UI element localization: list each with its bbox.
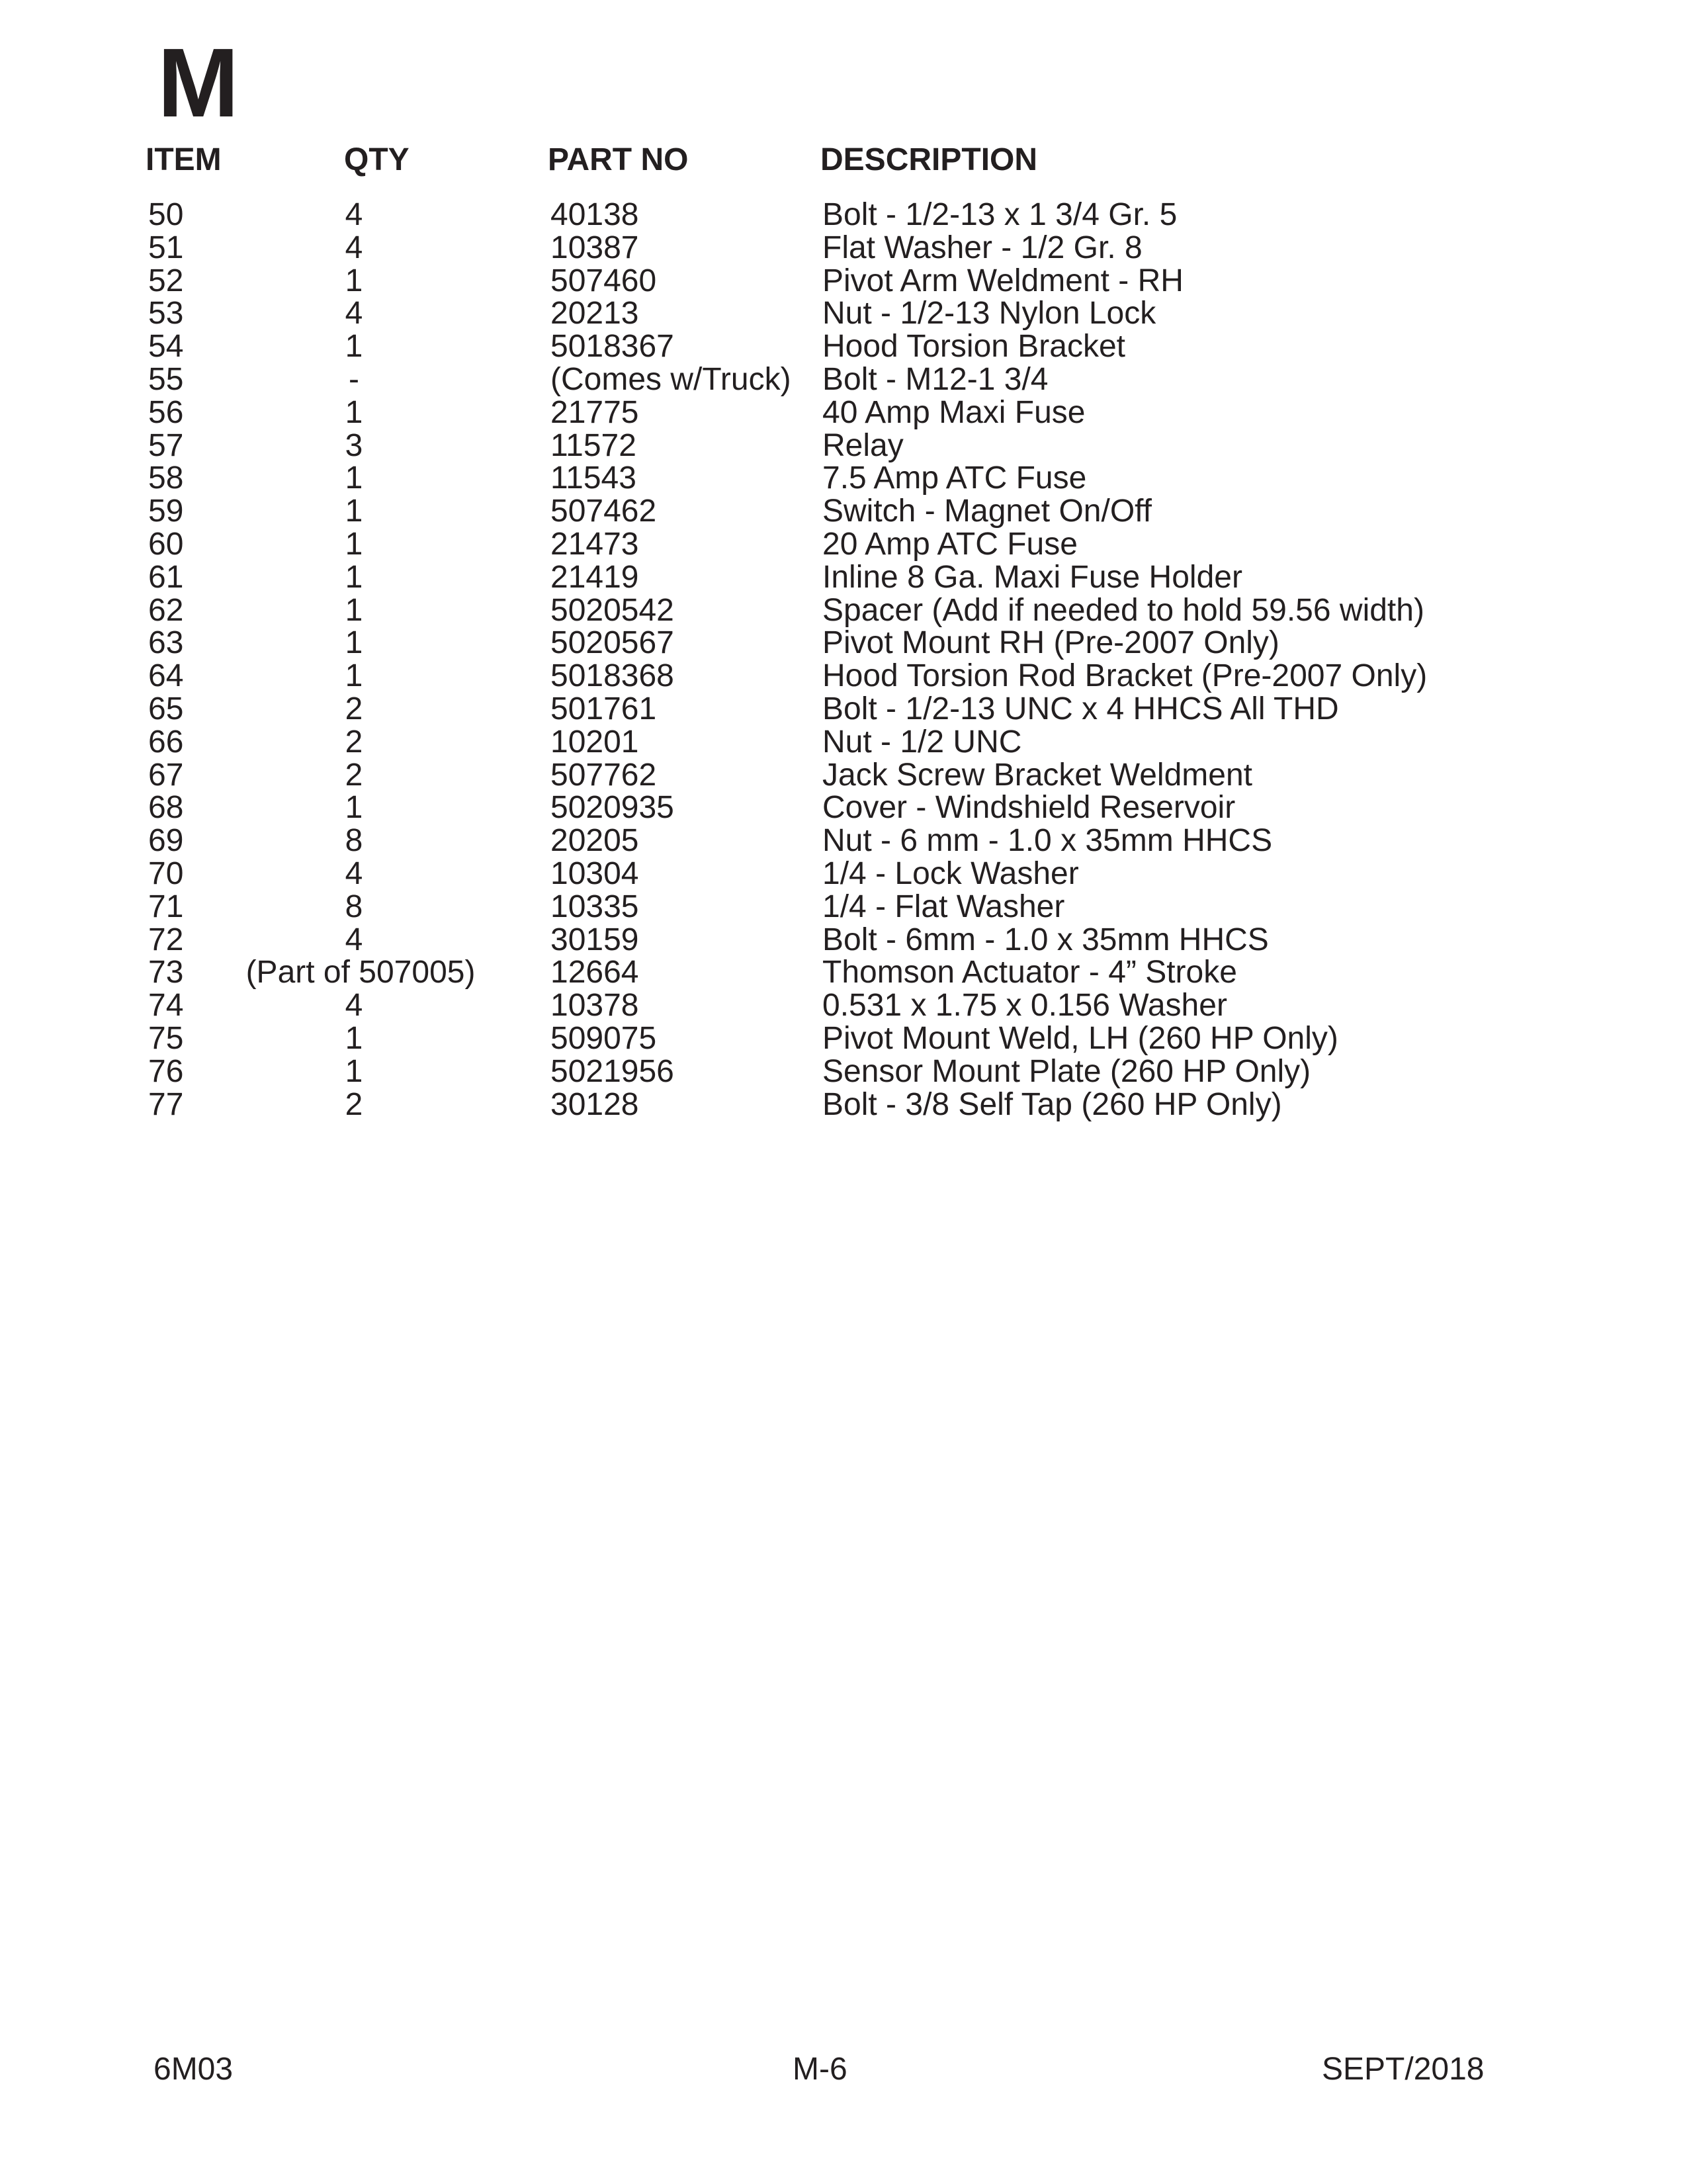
part-number: 5021956	[550, 1053, 674, 1089]
parts-row	[0, 660, 1687, 693]
description: Pivot Arm Weldment - RH	[822, 263, 1184, 298]
item-number: 70	[148, 855, 184, 891]
quantity: 2	[345, 691, 363, 726]
part-number: 10201	[550, 724, 639, 760]
item-number: 56	[148, 394, 184, 430]
item-number: 55	[148, 361, 184, 397]
footer-page-number: M-6	[793, 2052, 847, 2087]
item-number: 76	[148, 1053, 184, 1089]
quantity: 2	[345, 724, 363, 760]
part-number: 21419	[550, 559, 639, 595]
quantity: 1	[345, 658, 363, 694]
part-number: 21473	[550, 526, 639, 562]
parts-row	[0, 891, 1687, 924]
part-number: 21775	[550, 394, 639, 430]
header-part-no: PART NO	[548, 142, 689, 177]
item-number: 57	[148, 427, 184, 463]
description: Hood Torsion Rod Bracket (Pre-2007 Only)	[822, 658, 1428, 694]
part-number: 20205	[550, 823, 639, 859]
quantity: 2	[345, 757, 363, 793]
item-number: 75	[148, 1020, 184, 1056]
parts-row	[0, 857, 1687, 891]
header-item: ITEM	[146, 142, 222, 177]
parts-row	[0, 198, 1687, 232]
part-number: (Comes w/Truck)	[550, 361, 791, 397]
item-number: 51	[148, 230, 184, 265]
part-number: 40138	[550, 197, 639, 232]
description: Inline 8 Ga. Maxi Fuse Holder	[822, 559, 1242, 595]
quantity: 4	[345, 988, 363, 1024]
item-number: 63	[148, 625, 184, 661]
part-number: 507462	[550, 494, 657, 529]
part-number: 5018368	[550, 658, 674, 694]
description: Bolt - 1/2-13 UNC x 4 HHCS All THD	[822, 691, 1339, 726]
item-number: 68	[148, 790, 184, 826]
header-qty: QTY	[344, 142, 410, 177]
quantity: 1	[345, 559, 363, 595]
part-number: 30159	[550, 922, 639, 957]
description: Bolt - 6mm - 1.0 x 35mm HHCS	[822, 922, 1269, 957]
quantity: 2	[345, 1086, 363, 1122]
description: 1/4 - Flat Washer	[822, 889, 1065, 924]
parts-row	[0, 824, 1687, 857]
description: Pivot Mount RH (Pre-2007 Only)	[822, 625, 1279, 661]
quantity: 4	[345, 296, 363, 331]
header-description: DESCRIPTION	[820, 142, 1038, 177]
part-number: 10335	[550, 889, 639, 924]
quantity: 1	[345, 329, 363, 365]
parts-row	[0, 989, 1687, 1022]
parts-row	[0, 726, 1687, 759]
item-number: 77	[148, 1086, 184, 1122]
quantity: 1	[345, 1053, 363, 1089]
parts-row	[0, 462, 1687, 495]
part-number: 10304	[550, 855, 639, 891]
description: Bolt - M12-1 3/4	[822, 361, 1049, 397]
part-number: 509075	[550, 1020, 657, 1056]
item-number: 65	[148, 691, 184, 726]
description: Nut - 1/2-13 Nylon Lock	[822, 296, 1156, 331]
parts-row	[0, 396, 1687, 429]
item-number: 61	[148, 559, 184, 595]
item-number: 53	[148, 296, 184, 331]
quantity: 4	[345, 855, 363, 891]
description: Bolt - 3/8 Self Tap (260 HP Only)	[822, 1086, 1282, 1122]
description: Cover - Windshield Reservoir	[822, 790, 1236, 826]
item-number: 62	[148, 592, 184, 628]
quantity: 1	[345, 460, 363, 496]
part-number: 5020542	[550, 592, 674, 628]
parts-row	[0, 429, 1687, 462]
quantity: 1	[345, 592, 363, 628]
parts-row	[0, 232, 1687, 265]
quantity: 4	[345, 197, 363, 232]
item-number: 50	[148, 197, 184, 232]
quantity: 1	[345, 494, 363, 529]
description: Relay	[822, 427, 904, 463]
part-number: 5020567	[550, 625, 674, 661]
item-number: 54	[148, 329, 184, 365]
quantity: 1	[345, 394, 363, 430]
parts-row	[0, 363, 1687, 396]
description: Switch - Magnet On/Off	[822, 494, 1152, 529]
description: Flat Washer - 1/2 Gr. 8	[822, 230, 1143, 265]
item-number: 69	[148, 823, 184, 859]
quantity: -	[349, 361, 359, 397]
item-number: 71	[148, 889, 184, 924]
part-number: 5018367	[550, 329, 674, 365]
parts-row	[0, 1022, 1687, 1055]
part-number: 12664	[550, 955, 639, 990]
description: Sensor Mount Plate (260 HP Only)	[822, 1053, 1311, 1089]
parts-row	[0, 627, 1687, 660]
parts-row	[0, 495, 1687, 528]
parts-row	[0, 330, 1687, 363]
parts-row	[0, 594, 1687, 627]
parts-row	[0, 528, 1687, 561]
parts-row	[0, 265, 1687, 298]
quantity: (Part of 507005)	[245, 955, 476, 990]
item-number: 72	[148, 922, 184, 957]
footer-date: SEPT/2018	[1322, 2052, 1485, 2087]
description: Thomson Actuator - 4” Stroke	[822, 955, 1237, 990]
description: Spacer (Add if needed to hold 59.56 width)	[822, 592, 1424, 628]
column-headers	[0, 139, 1687, 181]
parts-list	[0, 198, 1687, 1121]
description: 40 Amp Maxi Fuse	[822, 394, 1086, 430]
item-number: 64	[148, 658, 184, 694]
part-number: 11543	[550, 460, 636, 496]
item-number: 58	[148, 460, 184, 496]
item-number: 67	[148, 757, 184, 793]
item-number: 59	[148, 494, 184, 529]
parts-row	[0, 956, 1687, 989]
parts-row	[0, 561, 1687, 594]
description: Nut - 6 mm - 1.0 x 35mm HHCS	[822, 823, 1273, 859]
description: Pivot Mount Weld, LH (260 HP Only)	[822, 1020, 1338, 1056]
item-number: 52	[148, 263, 184, 298]
description: 20 Amp ATC Fuse	[822, 526, 1078, 562]
parts-row	[0, 1088, 1687, 1121]
quantity: 8	[345, 823, 363, 859]
part-number: 20213	[550, 296, 639, 331]
description: Jack Screw Bracket Weldment	[822, 757, 1252, 793]
parts-row	[0, 1055, 1687, 1088]
item-number: 74	[148, 988, 184, 1024]
part-number: 5020935	[550, 790, 674, 826]
quantity: 3	[345, 427, 363, 463]
page-footer	[0, 2050, 1687, 2089]
part-number: 507460	[550, 263, 657, 298]
part-number: 10387	[550, 230, 639, 265]
parts-row	[0, 791, 1687, 824]
item-number: 73	[148, 955, 184, 990]
description: Nut - 1/2 UNC	[822, 724, 1022, 760]
part-number: 30128	[550, 1086, 639, 1122]
quantity: 1	[345, 1020, 363, 1056]
part-number: 10378	[550, 988, 639, 1024]
quantity: 1	[345, 790, 363, 826]
quantity: 8	[345, 889, 363, 924]
item-number: 66	[148, 724, 184, 760]
description: Hood Torsion Bracket	[822, 329, 1126, 365]
quantity: 4	[345, 230, 363, 265]
description: 7.5 Amp ATC Fuse	[822, 460, 1087, 496]
footer-doc-code: 6M03	[153, 2052, 234, 2087]
description: 0.531 x 1.75 x 0.156 Washer	[822, 988, 1227, 1024]
quantity: 1	[345, 526, 363, 562]
parts-row	[0, 924, 1687, 957]
parts-row	[0, 759, 1687, 792]
description: Bolt - 1/2-13 x 1 3/4 Gr. 5	[822, 197, 1178, 232]
quantity: 1	[345, 263, 363, 298]
part-number: 507762	[550, 757, 657, 793]
section-letter: M	[157, 28, 237, 138]
quantity: 4	[345, 922, 363, 957]
parts-row	[0, 297, 1687, 330]
part-number: 11572	[550, 427, 636, 463]
quantity: 1	[345, 625, 363, 661]
item-number: 60	[148, 526, 184, 562]
part-number: 501761	[550, 691, 657, 726]
parts-row	[0, 693, 1687, 726]
description: 1/4 - Lock Washer	[822, 855, 1079, 891]
